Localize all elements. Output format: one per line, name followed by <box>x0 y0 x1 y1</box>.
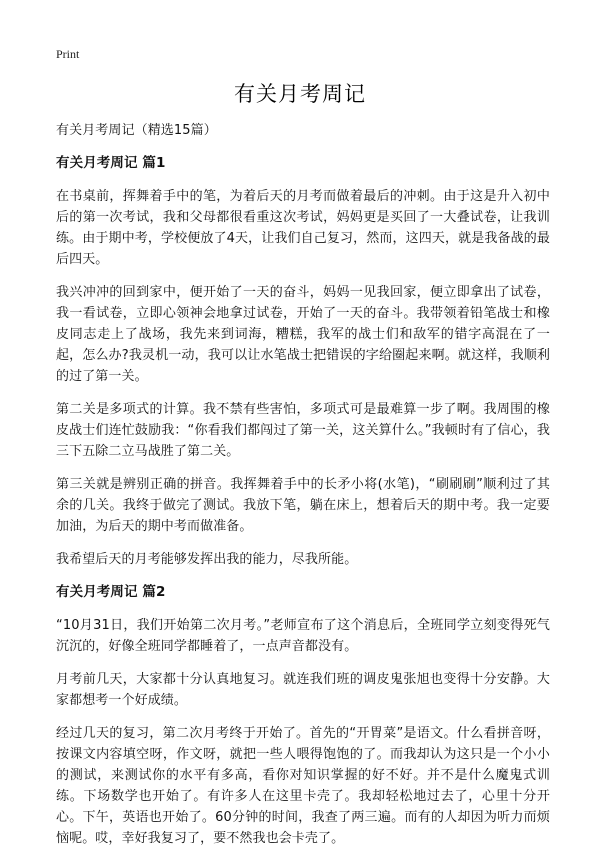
paragraph: 我兴冲冲的回到家中，便开始了一天的奋斗，妈妈一见我回家，便立即拿出了试卷，我一看试卷，立即心领神会地拿过试卷，开始了一天的奋斗。我带领着铅笔战士和橡皮同志走上了战场，我先来到词海，糟糕，我军的战士们和敌军的错字高混在了一起，怎么办?我灵机一动，我可以让水笔战士把错误的字给圈起来啊。就这样，我顺利的过了第一关。 <box>56 285 550 384</box>
paragraph: 我希望后天的月考能够发挥出我的能力，尽我所能。 <box>56 552 358 567</box>
paragraph: 第三关就是辨别正确的拼音。我挥舞着手中的长矛小将(水笔)，“刷刷刷”顺利过了其余的几关。我终于做完了测试。我放下笔，躺在床上，想着后天的期中考。我一定要加油，为后天的期中考而做准备。 <box>56 477 550 534</box>
print-link[interactable]: Print <box>56 47 80 61</box>
section-heading-2: 有关月考周记 篇2 <box>56 584 166 600</box>
page-title: 有关月考周记 <box>234 82 366 106</box>
article-body <box>56 120 550 861</box>
paragraph: 经过几天的复习，第二次月考终于开始了。首先的“开胃菜”是语文。什么看拼音呀，按课文内容填空呀，作文呀，就把一些人喂得饱饱的了。而我却认为这只是一个小小的测试，来测试你的水平有多高，看你对知识掌握的好不好。并不是什么魔鬼式训练。下场数学也开始了。有许多人在这里卡壳了。我却轻松地过去了，心里十分开心。下午，英语也开始了。60分钟的时间，我查了两三遍。而有的人却因为听力而烦恼呢。哎，幸好我复习了，要不然我也会卡壳了。 <box>56 726 550 846</box>
paragraph: 月考前几天，大家都十分认真地复习。就连我们班的调皮鬼张旭也变得十分安静。大家都想考一个好成绩。 <box>56 672 550 708</box>
paragraph: 在书桌前，挥舞着手中的笔，为着后天的月考而做着最后的冲刺。由于这是升入初中后的第一次考试，我和父母都很看重这次考试，妈妈更是买回了一大叠试卷，让我训练。由于期中考，学校便放了4天，让我们自己复习，然而，这四天，就是我备战的最后四天。 <box>56 189 550 267</box>
paragraph: “10月31日，我们开始第二次月考。”老师宣布了这个消息后，全班同学立刻变得死气沉沉的，好像全班同学都睡着了，一点声音都没有。 <box>56 618 550 654</box>
paragraph: 第二关是多项式的计算。我不禁有些害怕，多项式可是最难算一步了啊。我周围的橡皮战士们连忙鼓励我：“你看我们都闯过了第一关，这关算什么。”我顿时有了信心，我三下五除二立马战胜了第二关。 <box>56 402 550 459</box>
section-heading-1: 有关月考周记 篇1 <box>56 155 166 171</box>
article-subtitle: 有关月考周记（精选15篇） <box>56 123 217 138</box>
